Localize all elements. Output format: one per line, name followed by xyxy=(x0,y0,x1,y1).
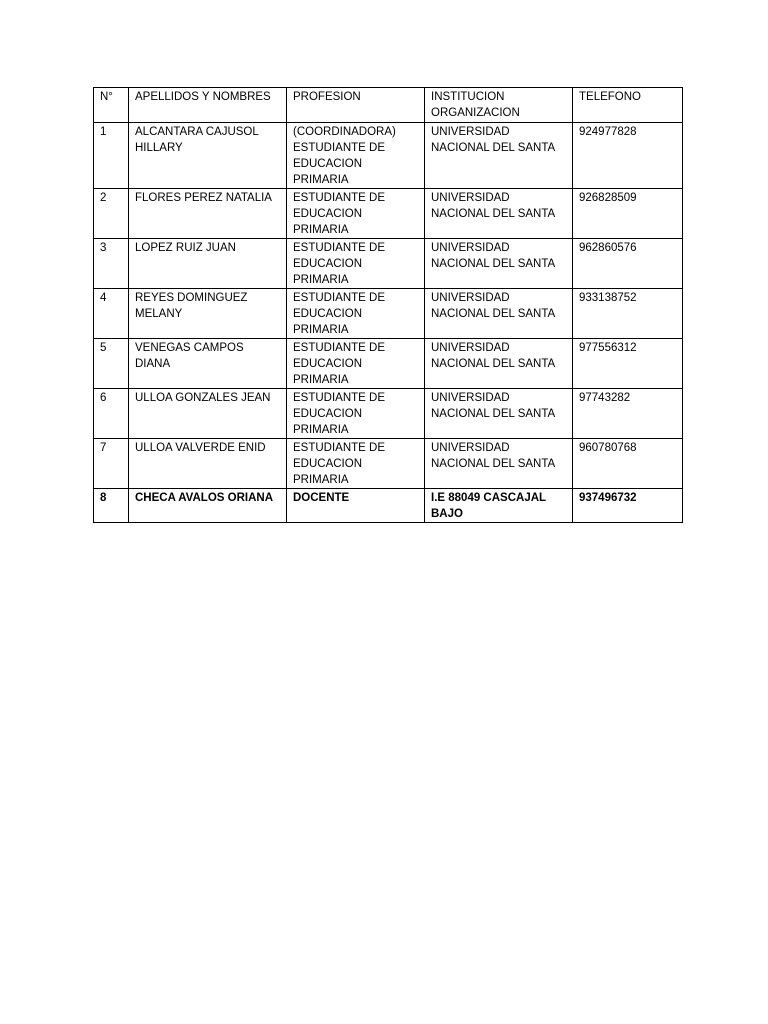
cell-number: 5 xyxy=(94,339,129,389)
table-row xyxy=(94,389,683,439)
cell-phone: 937496732 xyxy=(573,489,683,523)
cell-institution: UNIVERSIDAD NACIONAL DEL SANTA xyxy=(425,439,573,489)
table-header-row xyxy=(94,88,683,123)
cell-phone: 926828509 xyxy=(573,189,683,239)
cell-phone: 924977828 xyxy=(573,123,683,189)
cell-number: 7 xyxy=(94,439,129,489)
header-phone: TELEFONO xyxy=(573,88,683,123)
cell-number: 3 xyxy=(94,239,129,289)
cell-name: ULLOA GONZALES JEAN xyxy=(129,389,287,439)
header-institution: INSTITUCION ORGANIZACION xyxy=(425,88,573,123)
cell-profession: ESTUDIANTE DE EDUCACION PRIMARIA xyxy=(287,339,425,389)
table-row xyxy=(94,489,683,523)
header-number: N° xyxy=(94,88,129,123)
cell-phone: 97743282 xyxy=(573,389,683,439)
cell-phone: 962860576 xyxy=(573,239,683,289)
cell-number: 8 xyxy=(94,489,129,523)
cell-number: 6 xyxy=(94,389,129,439)
cell-name: LOPEZ RUIZ JUAN xyxy=(129,239,287,289)
cell-profession: (COORDINADORA) ESTUDIANTE DE EDUCACION PRIMARIA xyxy=(287,123,425,189)
cell-phone: 933138752 xyxy=(573,289,683,339)
cell-phone: 977556312 xyxy=(573,339,683,389)
cell-profession: ESTUDIANTE DE EDUCACION PRIMARIA xyxy=(287,189,425,239)
cell-profession: ESTUDIANTE DE EDUCACION PRIMARIA xyxy=(287,239,425,289)
cell-profession: ESTUDIANTE DE EDUCACION PRIMARIA xyxy=(287,439,425,489)
cell-name: CHECA AVALOS ORIANA xyxy=(129,489,287,523)
table-row xyxy=(94,339,683,389)
cell-number: 2 xyxy=(94,189,129,239)
table-row xyxy=(94,123,683,189)
cell-name: FLORES PEREZ NATALIA xyxy=(129,189,287,239)
cell-number: 1 xyxy=(94,123,129,189)
table-row xyxy=(94,289,683,339)
cell-name: ALCANTARA CAJUSOL HILLARY xyxy=(129,123,287,189)
cell-institution: UNIVERSIDAD NACIONAL DEL SANTA xyxy=(425,123,573,189)
cell-profession: ESTUDIANTE DE EDUCACION PRIMARIA xyxy=(287,389,425,439)
cell-institution: UNIVERSIDAD NACIONAL DEL SANTA xyxy=(425,389,573,439)
header-name: APELLIDOS Y NOMBRES xyxy=(129,88,287,123)
participants-table xyxy=(93,87,683,523)
cell-phone: 960780768 xyxy=(573,439,683,489)
cell-name: VENEGAS CAMPOS DIANA xyxy=(129,339,287,389)
cell-profession: ESTUDIANTE DE EDUCACION PRIMARIA xyxy=(287,289,425,339)
cell-number: 4 xyxy=(94,289,129,339)
cell-institution: UNIVERSIDAD NACIONAL DEL SANTA xyxy=(425,189,573,239)
cell-institution: I.E 88049 CASCAJAL BAJO xyxy=(425,489,573,523)
table-row xyxy=(94,239,683,289)
cell-institution: UNIVERSIDAD NACIONAL DEL SANTA xyxy=(425,289,573,339)
cell-name: ULLOA VALVERDE ENID xyxy=(129,439,287,489)
table-row xyxy=(94,439,683,489)
cell-name: REYES DOMINGUEZ MELANY xyxy=(129,289,287,339)
cell-institution: UNIVERSIDAD NACIONAL DEL SANTA xyxy=(425,239,573,289)
cell-profession: DOCENTE xyxy=(287,489,425,523)
table-row xyxy=(94,189,683,239)
cell-institution: UNIVERSIDAD NACIONAL DEL SANTA xyxy=(425,339,573,389)
header-profession: PROFESION xyxy=(287,88,425,123)
